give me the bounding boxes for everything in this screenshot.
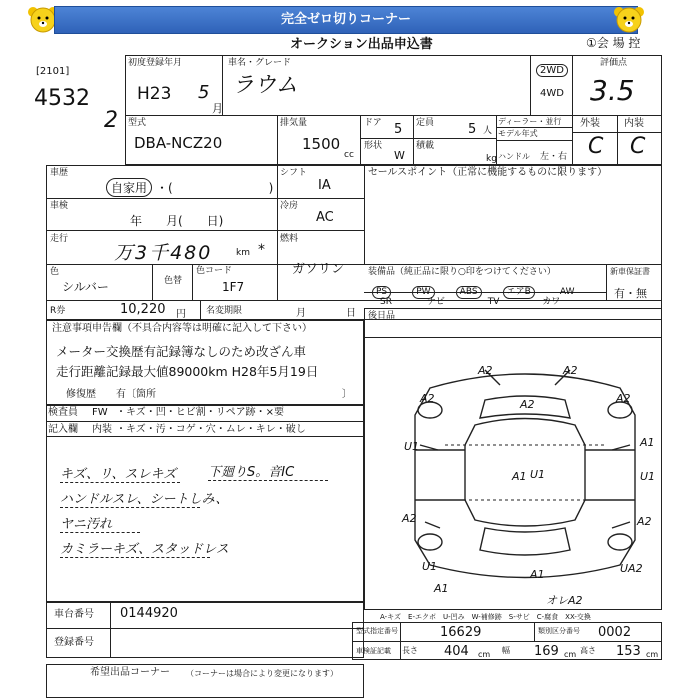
recycle-label: R券 [50,306,66,316]
notes-line-2: 走行距離記録最大値89000km H28年5月19日 [56,364,319,379]
new-car-warranty-label: 新車保証書 [610,267,650,276]
model-year-label: モデル年式 [498,129,538,138]
exterior-label: 外装 [580,118,600,129]
equip-ps: PS [372,286,391,299]
model-label: 型式 [128,118,147,128]
remark-line-3: ヤニ汚れ [60,517,113,532]
recycle-value: 10,220 [120,302,166,317]
warranty-value: 有・無 [614,287,647,300]
history-rest: ・( ) [156,181,274,195]
width-value: 169 [534,644,559,659]
equip-airbag: エアB [503,286,535,299]
equip-pw: PW [412,286,434,299]
form-title: オークション出品申込書 [290,37,433,52]
banner-title: 完全ゼロ切りコーナー [54,6,638,34]
width-unit: cm [564,650,577,659]
notes-line-1: メーター交換歴有記録簿なしのため改ざん車 [56,344,307,359]
repair-history: 修復歴 有〔箇所 [66,389,156,400]
damage-mark: A2 [478,364,493,377]
fuel-label: 燃料 [280,234,299,244]
dimension-label: 車検証記載 [356,647,391,655]
exterior-grade: C [588,134,604,159]
back-sheet-label: 後日品 [368,311,396,321]
handle-label: ハンドル [498,152,530,161]
venue-copy-label: ①会 場 控 [586,36,641,50]
repair-history-end: 〕 [342,389,352,400]
damage-mark: A2 [402,512,417,525]
color-code: 1F7 [222,280,245,294]
class-number-label: 類別区分番号 [538,627,580,635]
height-label: 高さ [580,646,596,655]
length-label: 長さ [402,646,418,655]
damage-mark: A2 [563,364,578,377]
first-reg-era: H23 [137,84,172,104]
drive-2wd: 2WD [536,64,568,77]
mileage-value: 万3千480 [114,242,213,264]
reg-number-label: 登録番号 [54,637,94,648]
height-value: 153 [616,644,641,659]
record-label: 記入欄 [48,424,78,435]
interior-grade: C [630,134,646,159]
shift-label: シフト [280,168,308,178]
inspection-value: 年 月( 日) [130,214,224,228]
doors-value: 5 [394,122,403,137]
remark-line-1: キズ、リ、スレキズ [60,467,177,482]
damage-mark: A1 [434,582,449,595]
damage-mark: U1 [404,440,420,453]
type-number: 16629 [440,625,482,640]
mileage-mark: * [258,242,265,258]
notes-label: 注意事項申告欄（不具合内容等は明確に記入して下さい） [52,323,312,334]
remark-line-4: カミラーキズ、スタッドレス [60,542,229,557]
interior-inspect-label: 内装 [92,424,112,435]
length-unit: cm [478,650,491,659]
color-value: シルバー [62,280,109,294]
damage-mark: A2 [420,392,435,405]
remark-right-1: 下廻りS。音IC [208,465,295,480]
drive-4wd: 4WD [540,88,564,99]
first-reg-label: 初度登録年月 [128,58,183,68]
shape-label: 形状 [364,141,383,151]
ac-label: 冷房 [280,201,299,211]
damage-mark: U1 [640,470,656,483]
damage-mark: オレA2 [546,594,583,607]
equip-tv: TV [487,297,500,307]
equip-leather: カワ [542,297,561,307]
lot-number: 4532 [34,86,90,111]
damage-mark: U1 [422,560,438,573]
doors-label: ドア [364,118,382,128]
inspector-label: 検査員 [48,407,78,418]
damage-mark: A1 [640,436,655,449]
fuel-value: ガソリン [292,262,345,277]
first-reg-month: 5 [198,82,210,103]
mileage-label: 走行 [50,234,69,244]
color-change-label: 色替 [164,276,183,286]
capacity-unit: 人 [483,126,493,136]
shape-value: W [394,149,405,162]
lot-suffix: 2 [104,108,118,133]
capacity-label: 定員 [416,118,435,128]
damage-mark: UA2 [620,562,643,575]
damage-mark: A2 [637,515,652,528]
chassis-value: 0144920 [120,606,178,621]
equip-navi: ナビ [426,297,445,307]
interior-items: ・キズ・汚・コゲ・穴・ムレ・キレ・破し [116,424,306,435]
rename-month: 月 [296,308,306,319]
load-unit: kg [486,154,497,164]
dealer-label: ディーラー・並行 [498,117,562,126]
damage-mark: U1 [530,468,546,481]
displacement-label: 排気量 [280,118,308,128]
score-value: 3.5 [590,74,635,107]
type-number-label: 型式指定番号 [356,627,398,635]
fw-items: ・キズ・凹・ヒビ割・リペア跡・×要 [116,407,284,418]
mileage-unit: km [236,248,250,258]
displacement-unit: cc [344,150,354,160]
history-value: 自家用 [106,178,152,197]
handle-value: 左・右 [540,152,568,162]
bear-mascot-right-icon [612,4,646,36]
first-reg-month-suffix: 月 [212,102,223,115]
length-value: 404 [444,644,469,659]
class-number: 0002 [598,625,632,640]
car-name-label: 車名・グレード [228,58,292,68]
inspection-label: 車検 [50,201,69,211]
load-label: 積載 [416,141,435,151]
capacity-value: 5 [468,122,477,137]
rename-deadline-label: 名変期限 [206,306,243,316]
equip-sr: SR [380,297,392,307]
color-code-label: 色コード [196,266,233,276]
damage-mark: A2 [520,398,535,411]
damage-mark: A2 [616,392,631,405]
ac-value: AC [316,210,334,225]
equipment-row-2 [380,294,560,307]
recycle-unit: 円 [176,309,186,320]
shift-value: IA [318,178,331,193]
car-name: ラウム [232,73,298,98]
damage-mark: A1 [512,470,527,483]
equipment-label: 装備品（純正品に限り○印をつけてください） [368,267,556,277]
wish-corner-label: 希望出品コーナー [90,667,170,678]
code-label: [2101] [36,66,70,77]
width-label: 幅 [502,646,510,655]
rename-day: 日 [346,308,356,319]
height-unit: cm [646,650,659,659]
wish-corner-note: （コーナーは場合により変更になります） [186,669,338,678]
damage-mark: A1 [530,568,545,581]
selling-points-label: セールスポイント（正常に機能するものに限ります） [368,167,608,178]
fw-label: FW [92,407,108,418]
remark-line-2: ハンドルスレ、シートしみ、 [60,492,229,507]
model-value: DBA-NCZ20 [134,134,223,152]
back-sheet-frame [364,308,662,338]
interior-label: 内装 [624,118,644,129]
color-label: 色 [50,267,60,277]
damage-legend: A-キズ E-エクボ U-凹み W-補修跡 S-サビ C-腐食 XX-交換 [380,613,591,621]
displacement-value: 1500 [302,135,341,153]
chassis-label: 車台番号 [54,609,94,620]
equip-aw: AW [559,287,575,297]
equip-abs: ABS [456,286,482,299]
history-label: 車歴 [50,168,69,178]
score-label: 評価点 [600,58,628,68]
